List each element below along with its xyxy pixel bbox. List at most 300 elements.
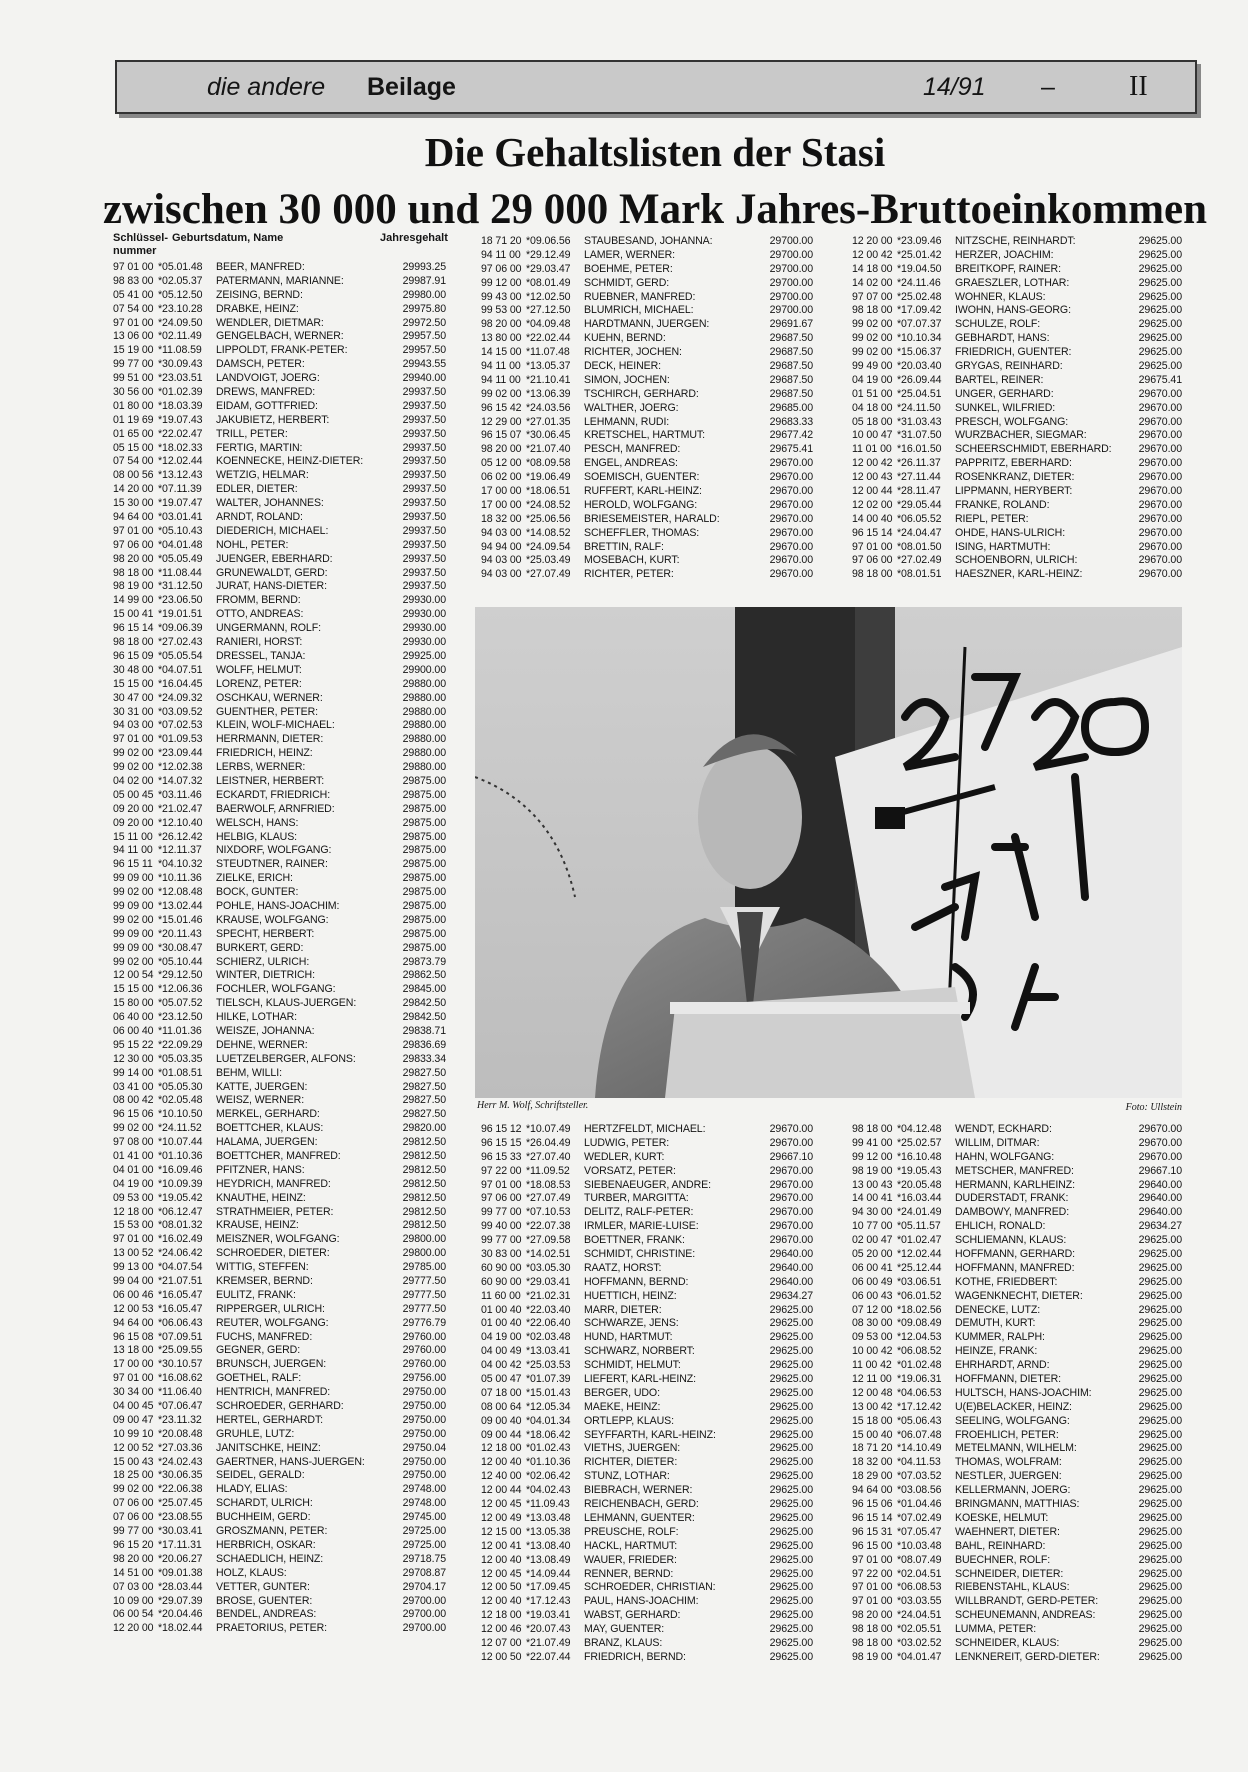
birth-date: *23.06.50 (158, 594, 203, 607)
annual-salary: 29750.00 (402, 1386, 446, 1399)
annual-salary: 29776.79 (402, 1316, 446, 1329)
salary-row (113, 553, 446, 567)
annual-salary: 29667.10 (1138, 1164, 1182, 1177)
key-number: 94 11 00 (481, 248, 521, 261)
birth-date: *07.10.53 (526, 1206, 571, 1219)
birth-date: *06.08.52 (897, 1345, 942, 1358)
birth-date: *11.07.48 (526, 346, 570, 359)
annual-salary: 29875.00 (402, 941, 446, 954)
person-name: IRMLER, MARIE-LUISE: (584, 1220, 699, 1233)
person-name: DAMBOWY, MANFRED: (955, 1206, 1070, 1219)
salary-row (113, 747, 446, 761)
birth-date: *16.01.50 (897, 443, 942, 456)
annual-salary: 29880.00 (402, 705, 446, 718)
person-name: REUTER, WOLFGANG: (216, 1316, 329, 1329)
annual-salary: 29625.00 (1138, 1553, 1182, 1566)
annual-salary: 29704.17 (402, 1580, 446, 1593)
birth-date: *25.02.48 (897, 290, 942, 303)
annual-salary: 29937.50 (402, 552, 446, 565)
person-name: EDLER, DIETER: (216, 483, 298, 496)
birth-date: *01.02.43 (526, 1442, 571, 1455)
birth-date: *09.06.39 (158, 622, 203, 635)
birth-date: *20.11.43 (158, 927, 202, 940)
person-name: HERTZFELDT, MICHAEL: (584, 1123, 706, 1135)
person-name: OSCHKAU, WERNER: (216, 691, 323, 704)
salary-row (481, 1151, 813, 1165)
salary-row (113, 261, 446, 275)
birth-date: *04.02.43 (526, 1484, 571, 1497)
birth-date: *12.02.38 (158, 761, 203, 774)
key-number: 15 19 00 (113, 344, 154, 357)
annual-salary: 29875.00 (402, 816, 446, 829)
annual-salary: 29625.00 (769, 1498, 813, 1511)
person-name: FERTIG, MARTIN: (216, 441, 303, 454)
salary-row (113, 1275, 446, 1289)
person-name: SCHWARZE, JENS: (584, 1317, 679, 1330)
annual-salary: 29625.00 (1138, 1539, 1182, 1552)
birth-date: *30.03.41 (158, 1525, 203, 1538)
person-name: GROSZMANN, PETER: (216, 1525, 328, 1538)
key-number: 01 00 40 (481, 1303, 522, 1316)
salary-row (481, 1276, 813, 1290)
key-number: 12 02 00 (852, 498, 893, 511)
annual-salary: 29750.00 (402, 1455, 446, 1468)
annual-salary: 29634.27 (769, 1289, 813, 1302)
salary-row (481, 249, 813, 263)
key-number: 12 18 00 (113, 1205, 154, 1218)
birth-date: *16.03.44 (897, 1192, 942, 1205)
headline-title: Die Gehaltslisten der Stasi (424, 129, 886, 175)
salary-row (852, 332, 1182, 346)
person-name: DECK, HEINER: (584, 360, 661, 373)
person-name: SCHEUNEMANN, ANDREAS: (955, 1609, 1096, 1622)
salary-row (852, 429, 1182, 443)
person-name: OHDE, HANS-ULRICH: (955, 526, 1066, 539)
key-number: 96 15 14 (113, 622, 154, 635)
key-number: 05 18 00 (852, 415, 893, 428)
key-number: 05 12 00 (481, 457, 522, 470)
birth-date: *13.05.37 (526, 360, 571, 373)
salary-row (113, 442, 446, 456)
salary-row (852, 1387, 1182, 1401)
person-name: SCHWARZ, NORBERT: (584, 1345, 695, 1358)
key-number: 97 06 00 (481, 262, 522, 275)
key-number: 99 77 00 (113, 358, 154, 371)
salary-row (852, 304, 1182, 318)
key-number: 12 00 54 (113, 969, 154, 982)
person-name: U(E)BELACKER, HEINZ: (955, 1400, 1072, 1413)
birth-date: *19.05.42 (158, 1191, 203, 1204)
key-number: 99 53 00 (481, 304, 522, 317)
salary-row (852, 1290, 1182, 1304)
annual-salary: 29943.55 (402, 358, 446, 371)
key-number: 99 77 00 (481, 1234, 522, 1247)
person-name: TSCHIRCH, GERHARD: (584, 387, 699, 400)
annual-salary: 29625.00 (1138, 1414, 1182, 1427)
salary-row (852, 402, 1182, 416)
annual-salary: 29930.00 (402, 636, 446, 649)
salary-row (113, 330, 446, 344)
salary-row (481, 541, 813, 555)
annual-salary: 29875.00 (402, 802, 446, 815)
annual-salary: 29625.00 (769, 1525, 813, 1538)
annual-salary: 29975.80 (402, 302, 446, 315)
birth-date: *25.06.56 (526, 512, 571, 525)
birth-date: *25.03.49 (526, 554, 571, 567)
key-number: 99 02 00 (852, 346, 893, 359)
key-number: 01 65 00 (113, 427, 154, 440)
salary-row (481, 1331, 813, 1345)
header-bar (115, 60, 1197, 114)
annual-salary: 29700.00 (769, 262, 813, 275)
birth-date: *18.08.53 (526, 1178, 571, 1191)
person-name: LANDVOIGT, JOERG: (216, 372, 320, 385)
annual-salary: 29625.00 (769, 1373, 813, 1386)
birth-date: *05.10.44 (158, 955, 203, 968)
salary-row (852, 263, 1182, 277)
person-name: NOHL, PETER: (216, 538, 289, 551)
person-name: NITZSCHE, REINHARDT: (955, 235, 1076, 247)
person-name: BAERWOLF, ARNFRIED: (216, 802, 335, 815)
person-name: GRUNEWALDT, GERD: (216, 566, 328, 579)
birth-date: *10.03.48 (897, 1539, 942, 1552)
key-number: 13 06 00 (113, 330, 154, 343)
annual-salary: 29670.00 (1138, 429, 1182, 442)
birth-date: *23.03.51 (158, 372, 203, 385)
person-name: HUETTICH, HEINZ: (584, 1289, 677, 1302)
birth-date: *03.11.46 (158, 788, 202, 801)
key-number: 94 03 00 (481, 568, 522, 581)
annual-salary: 29937.50 (402, 538, 446, 551)
key-number: 14 18 00 (852, 262, 893, 275)
person-name: FROEHLICH, PETER: (955, 1428, 1059, 1441)
birth-date: *14.10.49 (897, 1442, 942, 1455)
person-name: PREUSCHE, ROLF: (584, 1525, 679, 1538)
key-number: 15 00 40 (852, 1428, 893, 1441)
birth-date: *24.11.50 (897, 401, 941, 414)
salary-row (113, 539, 446, 553)
person-name: LENKNEREIT, GERD-DIETER: (955, 1650, 1100, 1663)
annual-salary: 29833.34 (402, 1052, 446, 1065)
person-name: HOFFMANN, GERHARD: (955, 1248, 1076, 1261)
key-number: 99 02 00 (113, 1483, 154, 1496)
birth-date: *13.03.48 (526, 1511, 571, 1524)
key-number: 04 00 45 (113, 1400, 154, 1413)
person-name: LAMER, WERNER: (584, 248, 676, 261)
birth-date: *25.12.44 (897, 1261, 942, 1274)
birth-date: *01.02.47 (897, 1234, 942, 1247)
salary-row (113, 344, 446, 358)
key-number: 94 03 00 (113, 719, 154, 732)
key-number: 12 00 49 (481, 1511, 522, 1524)
person-name: HENTRICH, MANFRED: (216, 1386, 331, 1399)
person-name: WAGENKNECHT, DIETER: (955, 1289, 1083, 1302)
annual-salary: 29827.50 (402, 1066, 446, 1079)
key-number: 07 06 00 (113, 1511, 154, 1524)
salary-row (481, 443, 813, 457)
key-number: 17 00 00 (113, 1358, 154, 1371)
annual-salary: 29700.00 (402, 1594, 446, 1607)
person-name: HEINZE, FRANK: (955, 1345, 1038, 1358)
birth-date: *13.06.39 (526, 387, 571, 400)
salary-row (481, 360, 813, 374)
annual-salary: 29937.50 (402, 469, 446, 482)
person-name: BOETTCHER, KLAUS: (216, 1122, 324, 1135)
person-name: SCHMIDT, CHRISTINE: (584, 1248, 696, 1261)
person-name: PESCH, MANFRED: (584, 443, 681, 456)
person-name: GUENTHER, PETER: (216, 705, 318, 718)
salary-row (113, 1428, 446, 1442)
key-number: 15 80 00 (113, 997, 154, 1010)
key-number: 98 18 00 (852, 568, 893, 581)
key-number: 96 15 31 (852, 1525, 893, 1538)
birth-date: *09.08.49 (897, 1317, 942, 1330)
birth-date: *13.02.44 (158, 899, 203, 912)
birth-date: *14.08.52 (526, 526, 571, 539)
annual-salary: 29875.00 (402, 899, 446, 912)
key-number: 08 00 64 (481, 1400, 522, 1413)
salary-row (852, 1220, 1182, 1234)
birth-date: *31.03.43 (897, 415, 942, 428)
key-number: 12 18 00 (481, 1442, 522, 1455)
person-name: LIPPMANN, HERYBERT: (955, 485, 1073, 498)
key-number: 97 01 00 (113, 524, 154, 537)
birth-date: *16.08.62 (158, 1372, 203, 1385)
annual-salary: 29675.41 (769, 443, 813, 456)
salary-row (113, 1608, 446, 1622)
key-number: 60 90 00 (481, 1275, 522, 1288)
birth-date: *07.03.52 (897, 1470, 942, 1483)
salary-row (113, 1442, 446, 1456)
salary-row (113, 1053, 446, 1067)
section-label: Beilage (367, 73, 456, 101)
birth-date: *12.02.44 (897, 1248, 942, 1261)
salary-list-col3-bottom (852, 1123, 1182, 1665)
person-name: RAATZ, HORST: (584, 1261, 662, 1274)
key-number: 30 56 00 (113, 386, 154, 399)
salary-row (852, 499, 1182, 513)
salary-row (481, 1401, 813, 1415)
person-name: HOFFMANN, BERND: (584, 1275, 689, 1288)
key-number: 96 15 42 (481, 401, 522, 414)
salary-row (113, 775, 446, 789)
key-number: 14 00 41 (852, 1192, 893, 1205)
birth-date: *16.04.45 (158, 677, 203, 690)
person-name: GRUHLE, LUTZ: (216, 1427, 295, 1440)
birth-date: *06.05.52 (897, 512, 942, 525)
key-number: 03 41 00 (113, 1080, 154, 1093)
annual-salary: 29700.00 (402, 1622, 446, 1635)
key-number: 99 40 00 (481, 1220, 522, 1233)
key-number: 98 20 00 (852, 1609, 893, 1622)
salary-row (481, 1568, 813, 1582)
key-number: 14 20 00 (113, 483, 154, 496)
salary-row (481, 1345, 813, 1359)
birth-date: *07.09.51 (158, 1330, 203, 1343)
annual-salary: 29937.50 (402, 580, 446, 593)
person-name: LERBS, WERNER: (216, 761, 306, 774)
key-number: 12 30 00 (113, 1052, 154, 1065)
birth-date: *27.02.49 (897, 554, 942, 567)
salary-row (481, 374, 813, 388)
person-name: WAEHNERT, DIETER: (955, 1525, 1060, 1538)
annual-salary: 29625.00 (769, 1359, 813, 1372)
key-number: 99 12 00 (481, 276, 522, 289)
person-name: RICHTER, JOCHEN: (584, 346, 682, 359)
annual-salary: 29670.00 (1138, 1150, 1182, 1163)
person-name: SCHROEDER, GERHARD: (216, 1400, 344, 1413)
salary-row (113, 428, 446, 442)
birth-date: *14.09.44 (526, 1567, 571, 1580)
birth-date: *13.08.40 (526, 1539, 571, 1552)
person-name: KELLERMANN, JOERG: (955, 1484, 1071, 1497)
person-name: NIXDORF, WOLFGANG: (216, 844, 332, 857)
annual-salary: 29700.00 (769, 235, 813, 247)
annual-salary: 29625.00 (1138, 332, 1182, 345)
birth-date: *24.11.46 (897, 276, 941, 289)
birth-date: *27.07.49 (526, 568, 571, 581)
person-name: LUETZELBERGER, ALFONS: (216, 1052, 356, 1065)
key-number: 07 12 00 (852, 1303, 893, 1316)
key-number: 94 94 00 (481, 540, 522, 553)
birth-date: *21.07.49 (526, 1636, 571, 1649)
salary-row (113, 1011, 446, 1025)
birth-date: *29.05.44 (897, 498, 942, 511)
birth-date: *05.05.54 (158, 649, 203, 662)
annual-salary: 29745.00 (402, 1511, 446, 1524)
key-number: 06 00 49 (852, 1275, 893, 1288)
salary-row (852, 1248, 1182, 1262)
birth-date: *11.06.40 (158, 1386, 202, 1399)
key-number: 09 20 00 (113, 802, 154, 815)
salary-row (113, 858, 446, 872)
birth-date: *05.01.48 (158, 261, 203, 273)
birth-date: *25.02.57 (897, 1136, 942, 1149)
person-name: WALTHER, JOERG: (584, 401, 679, 414)
key-number: 98 19 00 (113, 580, 154, 593)
birth-date: *20.06.27 (158, 1552, 203, 1565)
key-number: 98 18 00 (113, 636, 154, 649)
birth-date: *25.09.55 (158, 1344, 203, 1357)
key-number: 04 01 00 (113, 1163, 154, 1176)
person-name: GEGNER, GERD: (216, 1344, 301, 1357)
salary-row (481, 1192, 813, 1206)
salary-row (852, 346, 1182, 360)
annual-salary: 29625.00 (1138, 1595, 1182, 1608)
salary-row (852, 1623, 1182, 1637)
birth-date: *24.06.42 (158, 1247, 203, 1260)
person-name: BUECHNER, ROLF: (955, 1553, 1051, 1566)
birth-date: *04.07.54 (158, 1261, 203, 1274)
birth-date: *12.06.36 (158, 983, 203, 996)
birth-date: *24.09.50 (158, 316, 203, 329)
person-name: BURKERT, GERD: (216, 941, 304, 954)
annual-salary: 29842.50 (402, 1011, 446, 1024)
person-name: SCHROEDER, CHRISTIAN: (584, 1581, 716, 1594)
key-number: 11 00 42 (852, 1359, 892, 1372)
salary-row (481, 471, 813, 485)
key-number: 01 19 69 (113, 413, 154, 426)
salary-row (852, 1234, 1182, 1248)
annual-salary: 29820.00 (402, 1122, 446, 1135)
salary-row (113, 1567, 446, 1581)
birth-date: *06.06.43 (158, 1316, 203, 1329)
key-number: 13 80 00 (481, 332, 522, 345)
annual-salary: 29625.00 (1138, 1623, 1182, 1636)
key-number: 12 00 46 (481, 1623, 522, 1636)
salary-row (852, 249, 1182, 263)
annual-salary: 29875.00 (402, 788, 446, 801)
annual-salary: 29875.00 (402, 844, 446, 857)
person-name: VIETHS, JUERGEN: (584, 1442, 681, 1455)
annual-salary: 29880.00 (402, 719, 446, 732)
birth-date: *06.01.52 (897, 1289, 942, 1302)
birth-date: *07.02.49 (897, 1511, 942, 1524)
key-number: 17 00 00 (481, 498, 522, 511)
salary-row (852, 360, 1182, 374)
key-number: 12 00 40 (481, 1553, 522, 1566)
person-name: KRAUSE, HEINZ: (216, 1219, 299, 1232)
salary-row (481, 554, 813, 568)
person-name: HARDTMANN, JUERGEN: (584, 318, 710, 331)
salary-row (113, 1344, 446, 1358)
key-number: 04 00 42 (481, 1359, 522, 1372)
key-number: 13 00 43 (852, 1178, 893, 1191)
key-number: 09 00 44 (481, 1428, 522, 1441)
key-number: 97 01 00 (113, 261, 154, 273)
person-name: SCHEFFLER, THOMAS: (584, 526, 700, 539)
birth-date: *08.01.49 (526, 276, 571, 289)
annual-salary: 29748.00 (402, 1483, 446, 1496)
person-name: MAY, GUENTER: (584, 1623, 665, 1636)
birth-date: *01.04.46 (897, 1498, 942, 1511)
person-name: HUND, HARTMUT: (584, 1331, 673, 1344)
person-name: BREITKOPF, RAINER: (955, 262, 1061, 275)
birth-date: *22.02.44 (526, 332, 571, 345)
person-name: BLUMRICH, MICHAEL: (584, 304, 694, 317)
salary-row (481, 1234, 813, 1248)
annual-salary: 29700.00 (769, 290, 813, 303)
annual-salary: 29980.00 (402, 288, 446, 301)
birth-date: *05.06.43 (897, 1414, 942, 1427)
person-name: SEELING, WOLFGANG: (955, 1414, 1070, 1427)
person-name: RIEPL, PETER: (955, 512, 1029, 525)
annual-salary: 29750.04 (402, 1441, 446, 1454)
annual-salary: 29880.00 (402, 677, 446, 690)
person-name: LIEFERT, KARL-HEINZ: (584, 1373, 697, 1386)
birth-date: *11.09.52 (526, 1164, 570, 1177)
annual-salary: 29842.50 (402, 997, 446, 1010)
annual-salary: 29670.00 (1138, 387, 1182, 400)
person-name: VETTER, GUNTER: (216, 1580, 310, 1593)
birth-date: *27.12.50 (526, 304, 571, 317)
annual-salary: 29937.50 (402, 497, 446, 510)
person-name: GRYGAS, REINHARD: (955, 360, 1063, 373)
annual-salary: 29827.50 (402, 1108, 446, 1121)
annual-salary: 29687.50 (769, 332, 813, 345)
birth-date: *08.01.32 (158, 1219, 203, 1232)
key-number: 04 19 00 (481, 1331, 522, 1344)
annual-salary: 29675.41 (1138, 373, 1182, 386)
person-name: DRESSEL, TANJA: (216, 649, 306, 662)
annual-salary: 29625.00 (769, 1345, 813, 1358)
person-name: HILKE, LOTHAR: (216, 1011, 298, 1024)
annual-salary: 29625.00 (769, 1595, 813, 1608)
birth-date: *12.02.44 (158, 455, 203, 468)
key-number: 99 49 00 (852, 360, 893, 373)
annual-salary: 29625.00 (1138, 1275, 1182, 1288)
birth-date: *11.08.59 (158, 344, 202, 357)
